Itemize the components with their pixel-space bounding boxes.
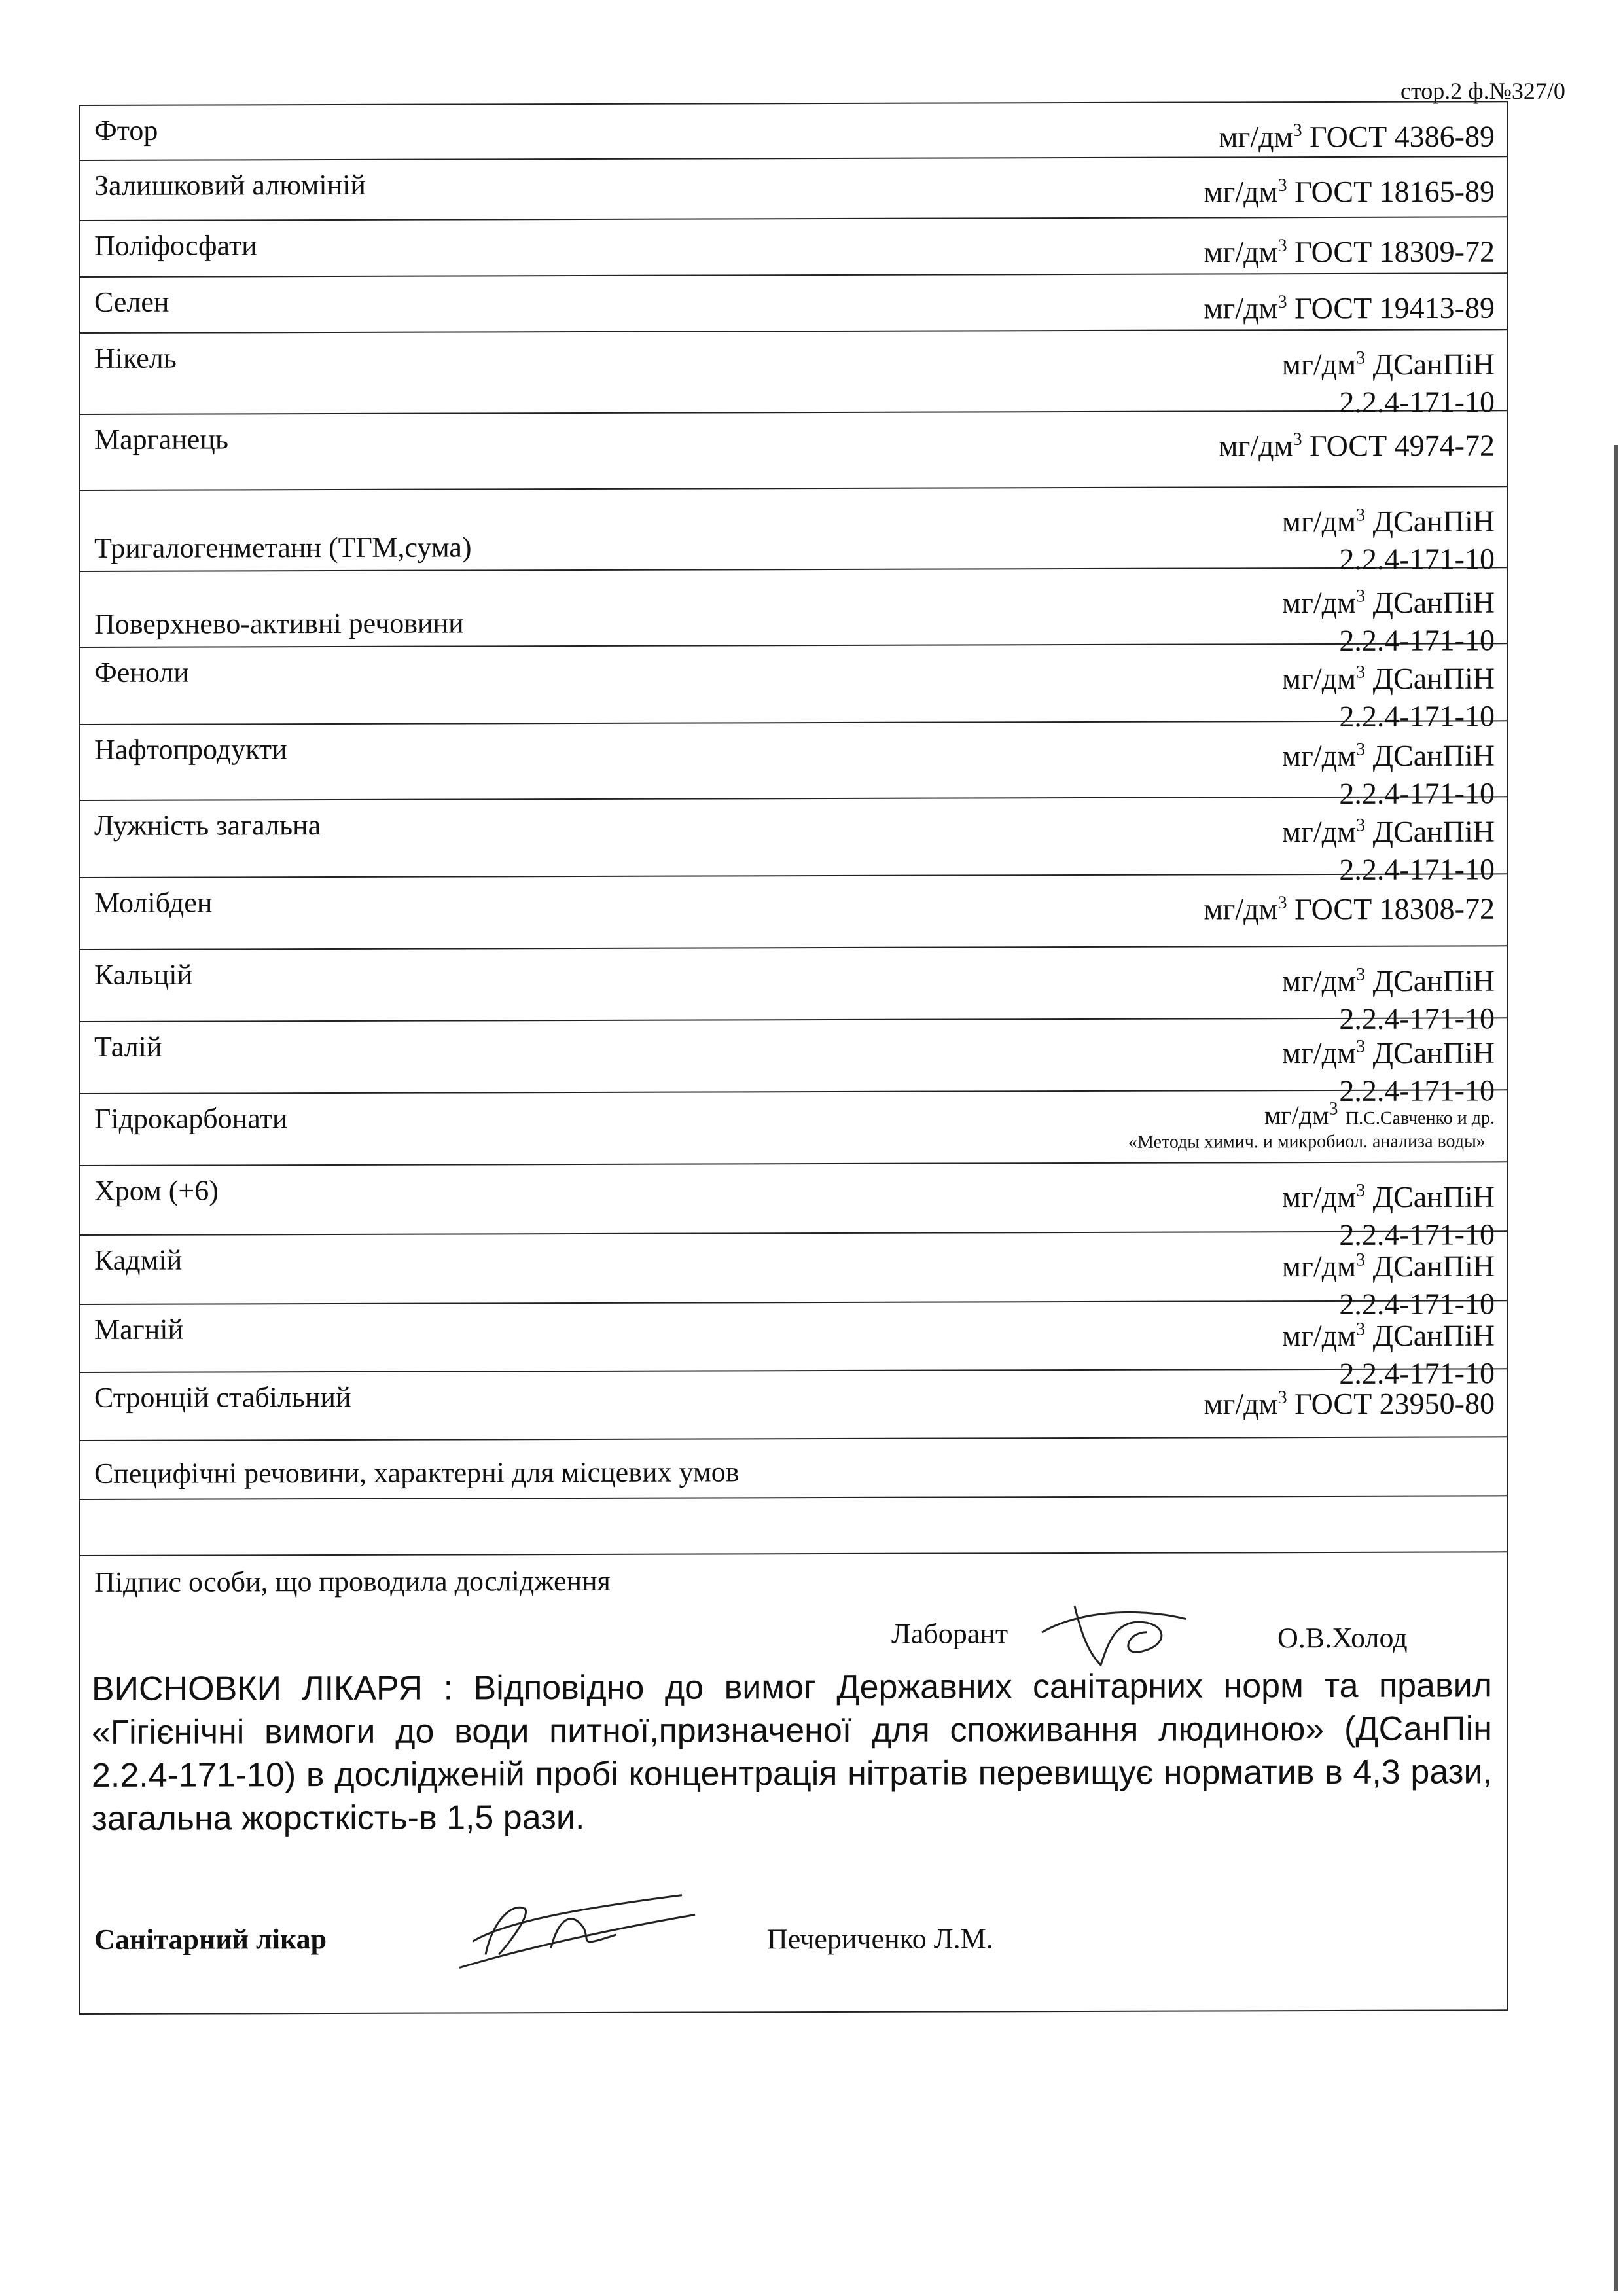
unit-exponent: 3	[1277, 893, 1287, 914]
test-method	[1128, 946, 1507, 1036]
standard-code: ГОСТ 18308-72	[1294, 891, 1495, 926]
specific-substances-row	[80, 1437, 1507, 1500]
unit-text: мг/дм	[1219, 429, 1293, 463]
unit-label	[1282, 964, 1365, 997]
standard-number: 2.2.4-171-10	[1339, 542, 1495, 577]
standard-number: 2.2.4-171-10	[1339, 1356, 1495, 1391]
table-row	[80, 487, 1507, 577]
standard-code: ДСанПіН	[1372, 1318, 1495, 1353]
unit-exponent: 3	[1356, 586, 1366, 607]
indicator-name: Селен	[94, 285, 169, 318]
unit-label	[1282, 1180, 1365, 1213]
unit-label	[1264, 1100, 1338, 1130]
table-row	[80, 568, 1507, 658]
table-row	[80, 644, 1507, 734]
unit-exponent: 3	[1277, 1388, 1287, 1408]
test-method	[1128, 874, 1507, 946]
standard-code: ДСанПіН	[1372, 963, 1495, 998]
unit-exponent: 3	[1356, 1319, 1366, 1340]
unit-label	[1282, 815, 1365, 848]
unit-text: мг/дм	[1281, 586, 1357, 620]
unit-text: мг/дм	[1204, 175, 1278, 209]
standard-code: ДСанПіН	[1372, 1249, 1495, 1283]
unit-exponent: 3	[1356, 815, 1366, 836]
doctor-conclusion: ВИСНОВКИ ЛІКАРЯ : Відповідно до вимог Державних санітарних норм та правил «Гігієнічні вимоги до води питної,призначеної для споживання людиною» (ДСанПін 2.2.4-171-10) в дослідженій пробі концентрація нітратів перевищує норматив в 4,3 рази, загальна жорсткість-в 1,5 рази.	[92, 1666, 1492, 1838]
indicator-name: Молібден	[94, 886, 213, 919]
indicator-name: Стронцій стабільний	[94, 1380, 351, 1414]
page-number: стор.2 ф.№327/0	[1400, 78, 1565, 104]
unit-exponent: 3	[1277, 292, 1287, 313]
unit-exponent: 3	[1356, 505, 1366, 526]
test-method	[1128, 487, 1507, 577]
unit-exponent: 3	[1356, 964, 1366, 985]
table-row	[80, 721, 1507, 811]
table-row	[80, 1018, 1507, 1108]
unit-label	[1282, 1319, 1365, 1352]
unit-text: мг/дм	[1204, 291, 1278, 325]
table-row	[80, 1162, 1507, 1252]
lab-signature	[1035, 1593, 1192, 1672]
unit-label	[1282, 586, 1365, 619]
unit-text: мг/дм	[1204, 235, 1278, 269]
scan-edge-line	[1614, 445, 1618, 2291]
unit-text: мг/дм	[1281, 815, 1357, 849]
standard-number: 2.2.4-171-10	[1339, 1073, 1495, 1108]
unit-exponent: 3	[1277, 236, 1287, 257]
unit-exponent: 3	[1356, 1036, 1366, 1057]
standard-number: 2.2.4-171-10	[1339, 852, 1495, 887]
unit-label	[1282, 348, 1365, 381]
unit-exponent: 3	[1356, 348, 1366, 368]
standard-code: ГОСТ 18309-72	[1294, 234, 1495, 269]
test-method	[1128, 721, 1507, 811]
unit-text: мг/дм	[1281, 1319, 1357, 1353]
unit-exponent: 3	[1356, 739, 1366, 760]
test-method	[1128, 1369, 1507, 1437]
test-method	[1128, 1232, 1507, 1321]
standard-code: ДСанПіН	[1372, 347, 1495, 382]
unit-exponent: 3	[1293, 429, 1302, 450]
standard-number: 2.2.4-171-10	[1339, 699, 1495, 734]
indicator-name: Феноли	[94, 656, 189, 689]
test-method	[1128, 217, 1507, 274]
lab-title: Лаборант	[891, 1617, 1008, 1650]
table-row	[80, 1301, 1507, 1391]
test-method	[1128, 102, 1507, 157]
standard-code: ГОСТ 4974-72	[1310, 428, 1495, 463]
standard-code: ДСанПіН	[1372, 661, 1495, 696]
unit-text: мг/дм	[1281, 1249, 1357, 1283]
table-row	[80, 874, 1507, 950]
unit-label	[1282, 1249, 1365, 1283]
unit-text: мг/дм	[1281, 964, 1357, 998]
unit-exponent: 3	[1356, 1180, 1366, 1201]
unit-label	[1219, 120, 1302, 153]
unit-label	[1282, 505, 1365, 538]
unit-label	[1219, 429, 1302, 462]
indicator-name: Нікель	[94, 342, 177, 374]
standard-code: ГОСТ 18165-89	[1294, 174, 1495, 209]
unit-label	[1204, 235, 1287, 268]
standard-code: ДСанПіН	[1372, 814, 1495, 849]
standard-number: «Методы химич. и микробиол. анализа воды»	[1128, 1131, 1486, 1153]
standard-number: 2.2.4-171-10	[1339, 776, 1495, 811]
table-row	[80, 411, 1507, 491]
indicator-name: Лужність загальна	[94, 809, 321, 842]
test-method	[1128, 797, 1507, 887]
unit-label	[1282, 662, 1365, 695]
unit-label	[1204, 1387, 1287, 1420]
test-method	[1128, 1162, 1507, 1252]
test-method	[1128, 330, 1507, 420]
indicator-name: Магній	[94, 1313, 184, 1346]
table-row	[80, 330, 1507, 420]
indicator-name: Хром (+6)	[94, 1174, 219, 1207]
signature-section	[80, 1552, 1507, 2015]
unit-exponent: 3	[1277, 175, 1287, 196]
table-row	[80, 274, 1507, 334]
unit-text: мг/дм	[1204, 892, 1278, 926]
standard-number: 2.2.4-171-10	[1339, 1287, 1495, 1321]
unit-text: мг/дм	[1281, 348, 1357, 382]
indicator-name: Талій	[94, 1030, 162, 1063]
standard-code: ДСанПіН	[1372, 1035, 1495, 1070]
unit-text: мг/дм	[1264, 1100, 1329, 1130]
table-rows	[80, 102, 1507, 1441]
test-method	[1128, 568, 1507, 658]
test-method	[1128, 274, 1507, 330]
doctor-name: Печериченко Л.М.	[767, 1922, 993, 1956]
standard-code: ГОСТ 4386-89	[1310, 119, 1495, 154]
unit-text: мг/дм	[1204, 1387, 1278, 1421]
unit-label	[1282, 739, 1365, 772]
indicator-name: Фтор	[94, 114, 158, 147]
standard-number: 2.2.4-171-10	[1339, 623, 1495, 658]
standard-code: ДСанПіН	[1372, 1179, 1495, 1214]
table-row	[80, 1232, 1507, 1321]
test-method	[1128, 157, 1507, 217]
table-row	[80, 797, 1507, 887]
test-method	[1128, 1301, 1507, 1391]
indicator-name: Залишковий алюміній	[94, 168, 366, 202]
standard-code: ГОСТ 19413-89	[1294, 291, 1495, 325]
standard-code: ГОСТ 23950-80	[1294, 1386, 1495, 1421]
standard-code: ДСанПіН	[1372, 738, 1495, 773]
specific-substances-label: Специфічні речовини, характерні для місцевих умов	[94, 1456, 740, 1490]
blank-row	[80, 1496, 1507, 1556]
standard-code: ДСанПіН	[1372, 504, 1495, 539]
test-method	[1128, 1018, 1507, 1108]
signature-label: Підпис особи, що проводила дослідження	[94, 1564, 611, 1598]
standard-code: ДСанПіН	[1372, 585, 1495, 620]
test-method	[1128, 644, 1507, 734]
unit-text: мг/дм	[1281, 739, 1357, 773]
test-method	[1128, 1090, 1507, 1162]
test-method	[1128, 411, 1507, 487]
standard-number: 2.2.4-171-10	[1339, 385, 1495, 420]
unit-text: мг/дм	[1281, 505, 1357, 539]
standard-code: П.С.Савченко и др.	[1345, 1107, 1495, 1129]
table-row	[80, 157, 1507, 221]
analysis-table	[79, 101, 1508, 2015]
unit-exponent: 3	[1329, 1098, 1338, 1119]
doctor-title: Санітарний лікар	[94, 1923, 327, 1956]
indicator-name: Кадмій	[94, 1244, 183, 1276]
indicator-name: Поверхнево-активні речовини	[94, 607, 464, 640]
indicator-name: Гідрокарбонати	[94, 1102, 288, 1135]
unit-exponent: 3	[1356, 1249, 1366, 1270]
doctor-signature	[446, 1869, 708, 1987]
lab-name: О.В.Холод	[1277, 1621, 1408, 1655]
indicator-name: Марганець	[94, 423, 228, 456]
indicator-name: Тригалогенметанн (ТГМ,сума)	[94, 531, 472, 564]
unit-label	[1204, 291, 1287, 325]
unit-exponent: 3	[1356, 662, 1366, 683]
table-row	[80, 1369, 1507, 1441]
unit-label	[1282, 1036, 1365, 1069]
standard-number: 2.2.4-171-10	[1339, 1001, 1495, 1036]
table-row	[80, 217, 1507, 278]
table-row	[80, 102, 1507, 161]
table-row	[80, 946, 1507, 1036]
indicator-name: Нафтопродукти	[94, 733, 287, 766]
unit-exponent: 3	[1293, 120, 1302, 141]
unit-text: мг/дм	[1281, 662, 1357, 696]
indicator-name: Поліфосфати	[94, 229, 257, 262]
standard-number: 2.2.4-171-10	[1339, 1217, 1495, 1252]
unit-label	[1204, 175, 1287, 208]
unit-text: мг/дм	[1281, 1036, 1357, 1070]
indicator-name: Кальцій	[94, 958, 193, 991]
unit-text: мг/дм	[1219, 120, 1293, 154]
unit-text: мг/дм	[1281, 1180, 1357, 1214]
unit-label	[1204, 892, 1287, 925]
table-row	[80, 1090, 1507, 1166]
